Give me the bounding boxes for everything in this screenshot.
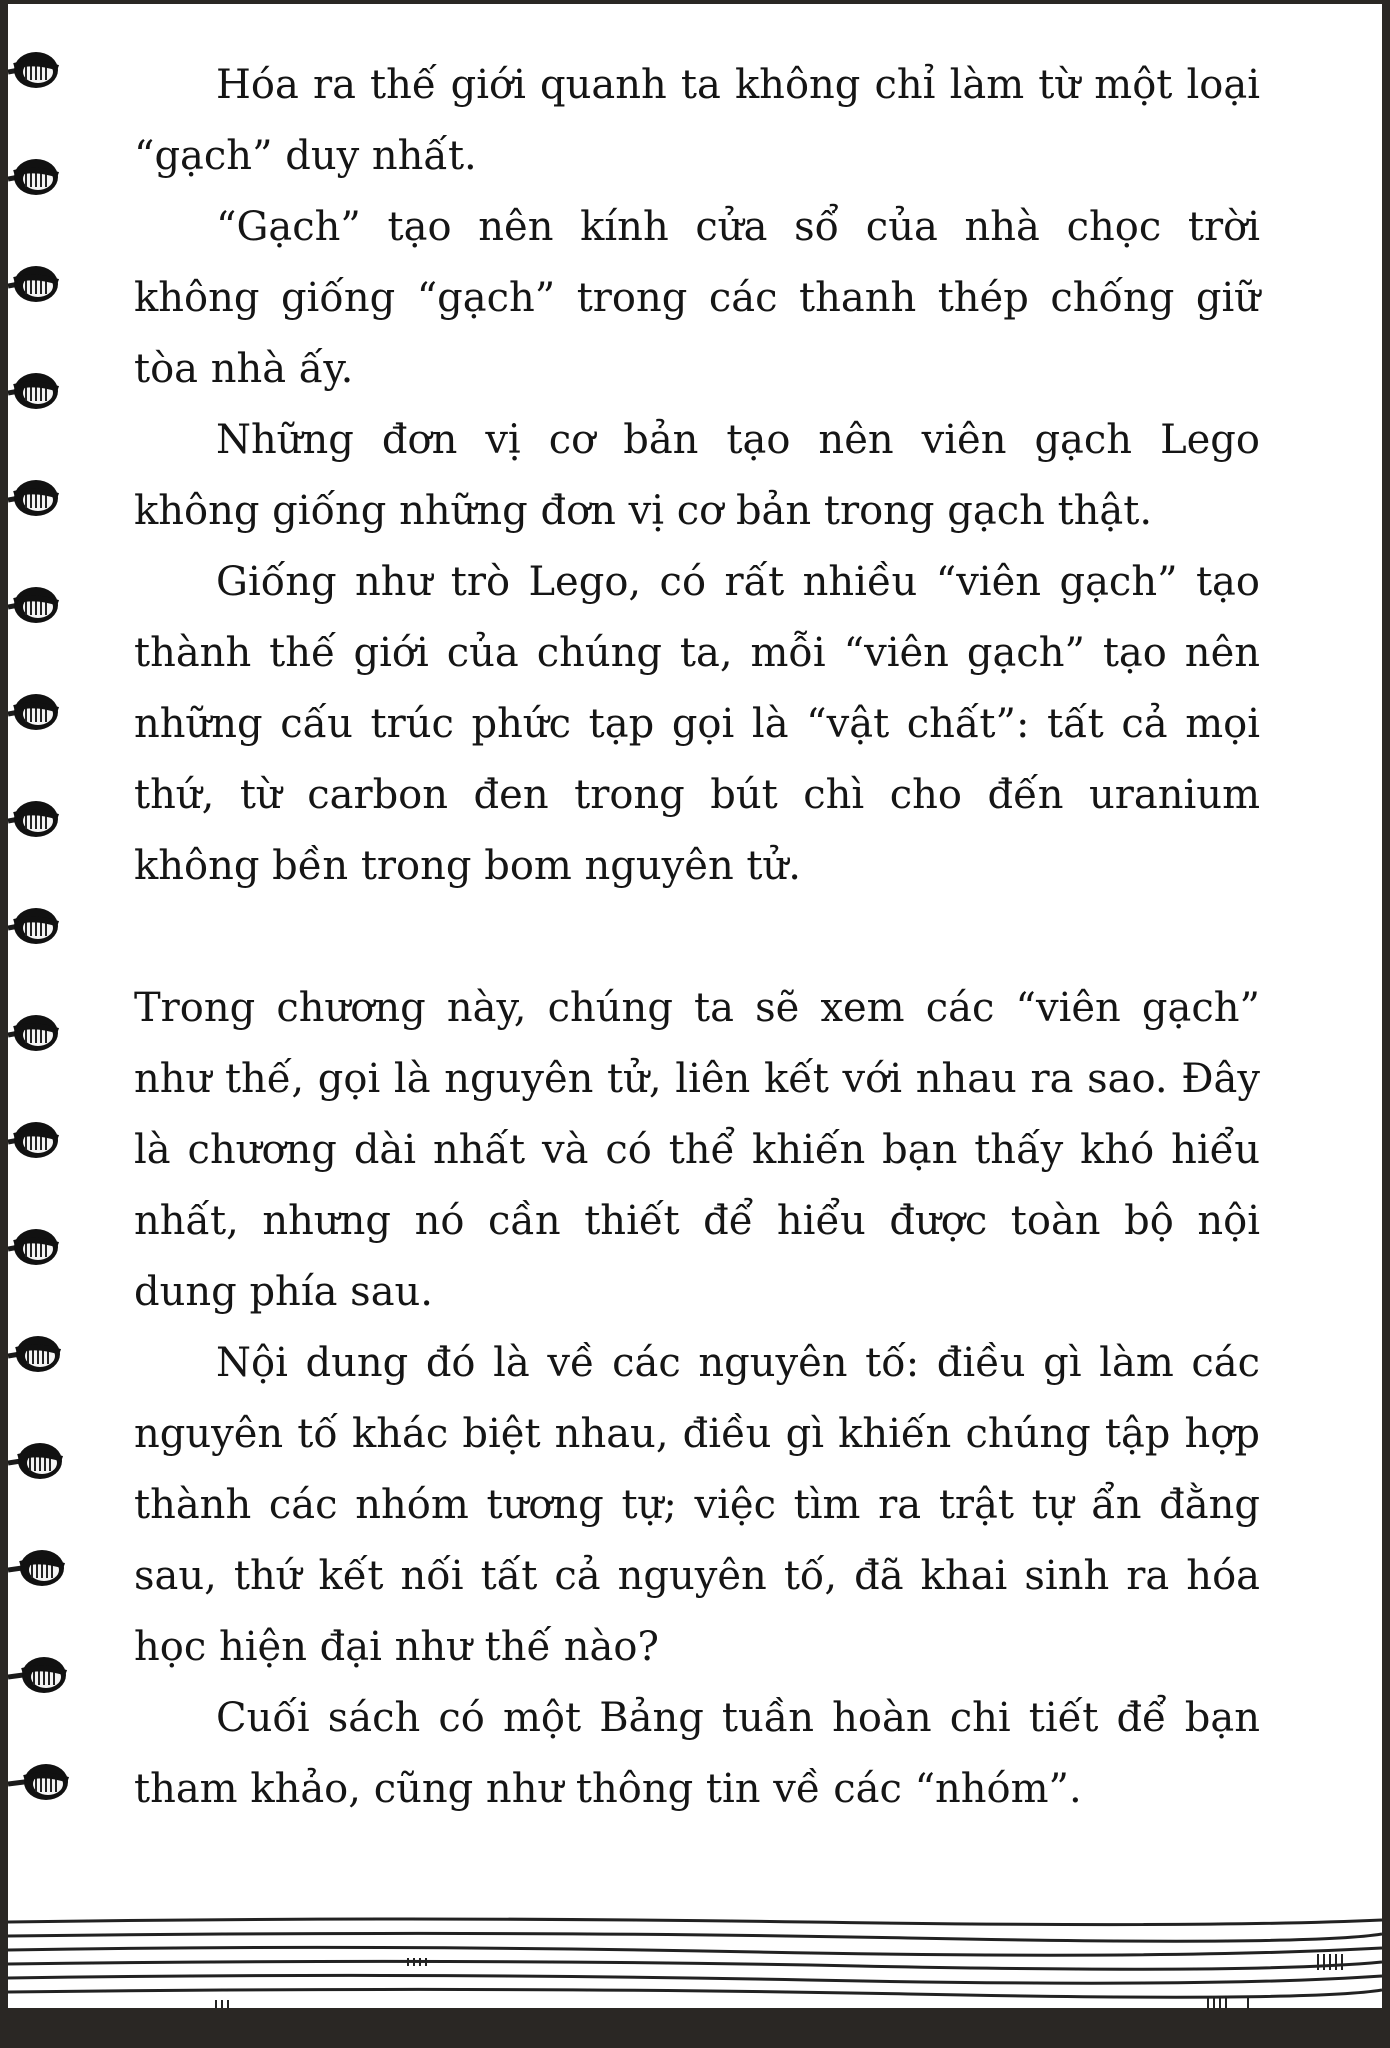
paragraph-4: Giống như trò Lego, có rất nhiều “viên gạch” tạo thành thế giới của chúng ta, mỗi “viên gạch” tạo nên những cấu trúc phức tạp gọi là “vật chất”: tất cả mọi thứ, từ carbon đen trong bút chì cho đến uranium không bền trong bom nguyên tử. xyxy=(134,559,1260,889)
paragraph-3: Những đơn vị cơ bản tạo nên viên gạch Lego không giống những đơn vị cơ bản trong gạch thật. xyxy=(134,417,1260,534)
spiral-ring-icon xyxy=(8,1550,64,1586)
spiral-ring-icon xyxy=(8,1657,66,1693)
spiral-ring-icon xyxy=(8,1229,58,1265)
paragraph-7: Cuối sách có một Bảng tuần hoàn chi tiết để bạn tham khảo, cũng như thông tin về các “nhóm”. xyxy=(134,1695,1260,1812)
spiral-ring-icon xyxy=(8,1015,58,1051)
spiral-ring-icon xyxy=(8,373,58,409)
spiral-ring-icon xyxy=(8,1443,62,1479)
paragraph-2: “Gạch” tạo nên kính cửa sổ của nhà chọc trời không giống “gạch” trong các thanh thép chống giữ tòa nhà ấy. xyxy=(134,204,1260,392)
paragraph-1: Hóa ra thế giới quanh ta không chỉ làm từ một loại “gạch” duy nhất. xyxy=(134,62,1260,179)
spiral-ring-icon xyxy=(8,801,58,837)
bottom-ruled-lines xyxy=(8,1914,1382,2008)
paragraph-5: Trong chương này, chúng ta sẽ xem các “viên gạch” như thế, gọi là nguyên tử, liên kết với nhau ra sao. Đây là chương dài nhất và có thể khiến bạn thấy khó hiểu nhất, nhưng nó cần thiết để hiểu được toàn bộ nội dung phía sau. xyxy=(134,985,1260,1315)
paragraph-6: Nội dung đó là về các nguyên tố: điều gì làm các nguyên tố khác biệt nhau, điều gì khiến chúng tập hợp thành các nhóm tương tự; việc tìm ra trật tự ẩn đằng sau, thứ kết nối tất cả nguyên tố, đã khai sinh ra hóa học hiện đại như thế nào? xyxy=(134,1340,1260,1670)
spiral-ring-icon xyxy=(8,1336,60,1372)
spiral-ring-icon xyxy=(8,266,58,302)
book-page xyxy=(8,4,1382,2008)
spiral-ring-icon xyxy=(8,159,58,195)
spiral-ring-icon xyxy=(8,1122,58,1158)
spiral-ring-icon xyxy=(8,908,58,944)
spiral-ring-icon xyxy=(8,480,58,516)
spiral-ring-icon xyxy=(8,694,58,730)
spiral-ring-icon xyxy=(8,1764,68,1800)
spiral-binding xyxy=(8,4,98,1884)
spiral-ring-icon xyxy=(8,52,58,88)
spiral-ring-icon xyxy=(8,587,58,623)
body-text xyxy=(134,50,1260,1825)
